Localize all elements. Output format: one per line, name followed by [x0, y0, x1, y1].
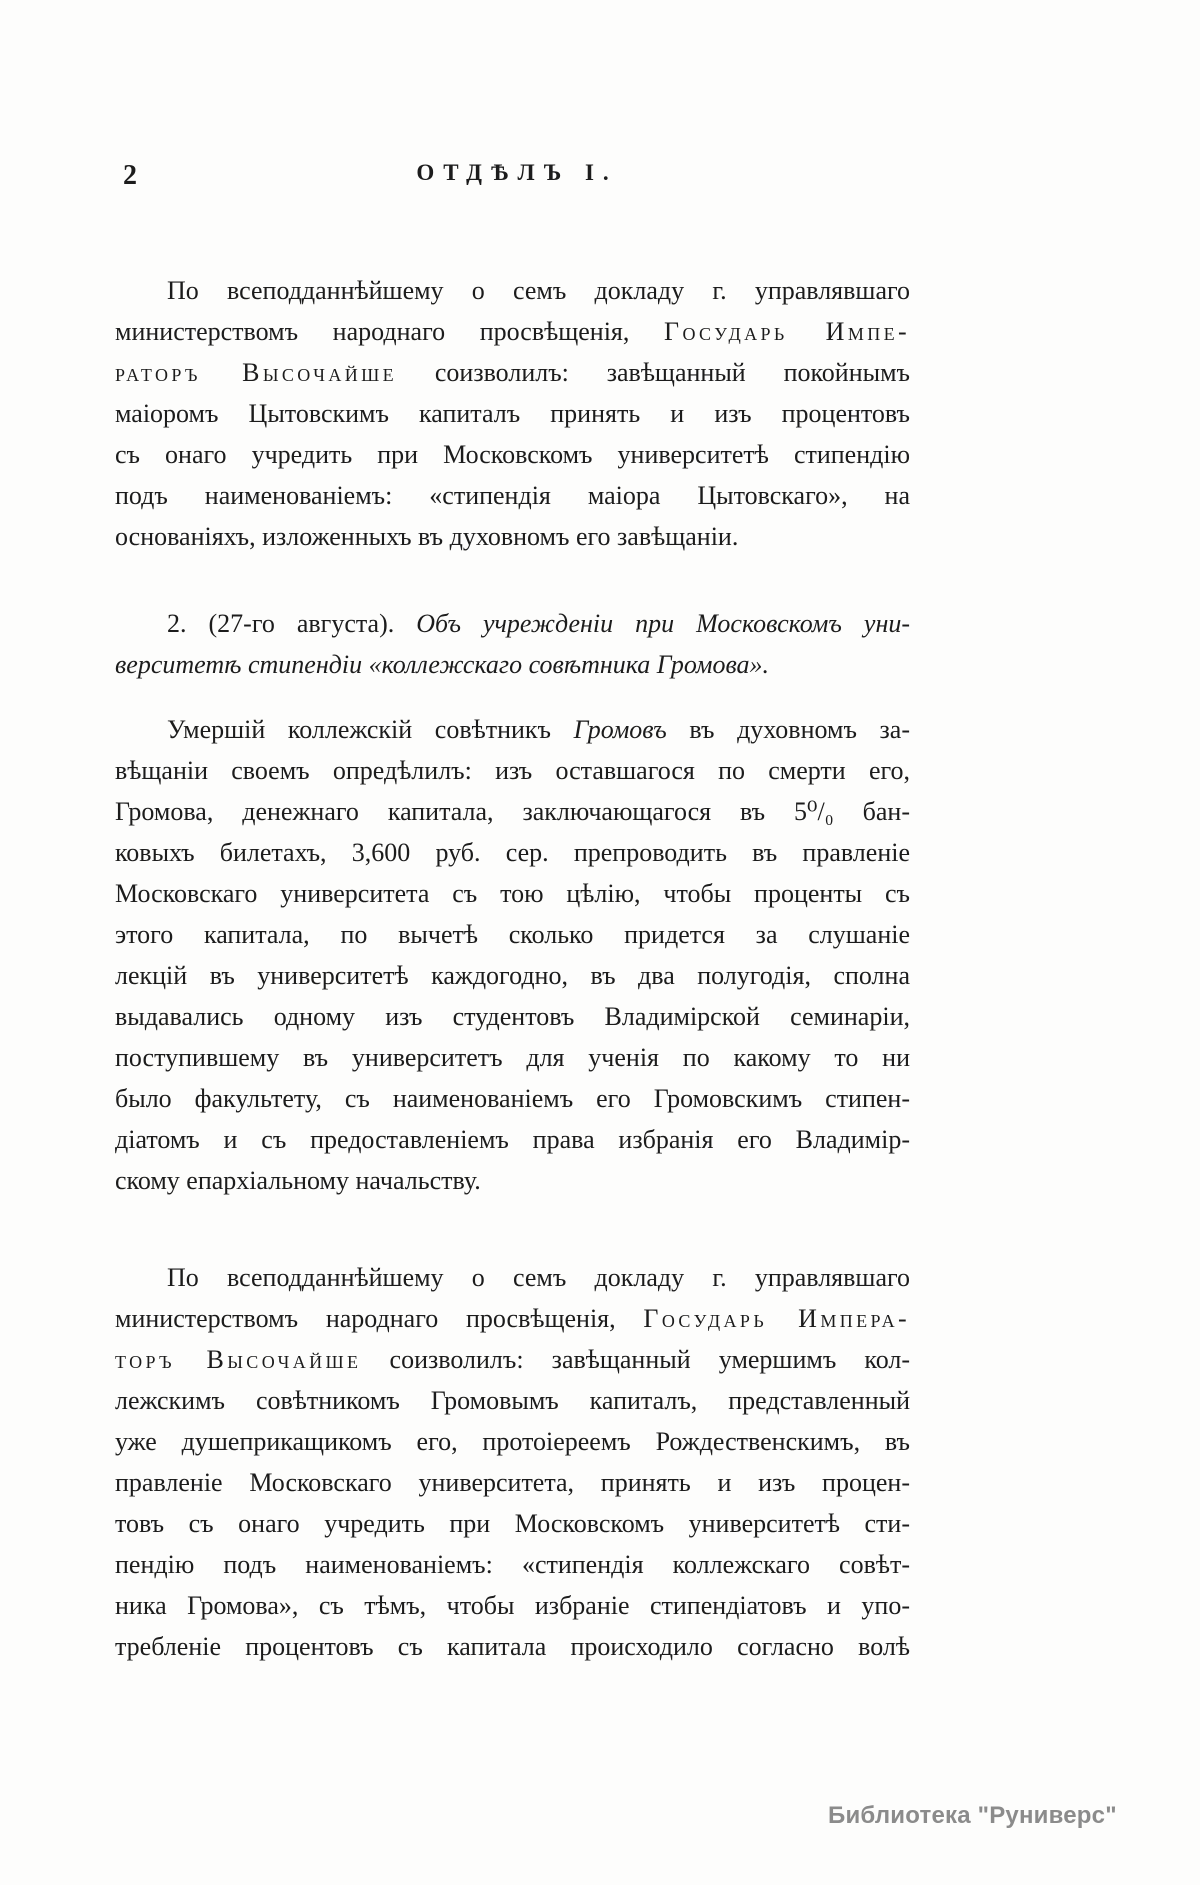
- paragraph-item-2-heading: [115, 603, 910, 685]
- text-line: [115, 996, 910, 1037]
- page-header-row: [115, 160, 910, 196]
- text-line: [115, 750, 910, 791]
- text-line: [115, 1257, 910, 1298]
- text-line: [115, 475, 910, 516]
- text-segment: въ духовномъ за-: [666, 715, 910, 744]
- page-number: 2: [123, 160, 138, 191]
- text-segment: съ онаго учредить при Московскомъ университетѣ стипендію: [115, 440, 910, 469]
- text-segment: маіоромъ Цытовскимъ капиталъ принять и изъ процентовъ: [115, 399, 910, 428]
- text-line: [115, 955, 910, 996]
- text-segment: торъ Высочайше: [115, 1345, 362, 1374]
- text-segment: правленіе Московскаго университета, принять и изъ процен-: [115, 1468, 910, 1497]
- text-segment: верситетѣ стипендіи «коллежскаго совѣтника Громова».: [115, 650, 770, 679]
- text-line: [115, 1626, 910, 1667]
- text-segment: 2. (27-го августа).: [167, 609, 417, 638]
- text-segment: министерствомъ народнаго просвѣщенія,: [115, 317, 665, 346]
- text-line: [115, 1037, 910, 1078]
- text-segment: Государь Импера-: [643, 1304, 910, 1333]
- section-header: ОТДѢЛЪ I.: [416, 160, 618, 185]
- text-segment: уже душеприкащикомъ его, протоіереемъ Рождественскимъ, въ: [115, 1427, 910, 1456]
- text-segment: подъ наименованіемъ: «стипендія маіора Цытовскаго», на: [115, 481, 910, 510]
- text-segment: Умершій коллежскій совѣтникъ: [167, 715, 574, 744]
- text-line: [115, 1119, 910, 1160]
- text-line: [115, 516, 910, 557]
- text-block: [115, 160, 910, 1667]
- text-line: [115, 873, 910, 914]
- text-line: [115, 1160, 910, 1201]
- text-line: [115, 1298, 910, 1339]
- text-line: [115, 1078, 910, 1119]
- text-segment: лежскимъ совѣтникомъ Громовымъ капиталъ, представленный: [115, 1386, 910, 1415]
- text-segment: Государь Импе-: [664, 317, 910, 346]
- library-watermark: Библиотека "Руниверс": [828, 1802, 1117, 1829]
- text-line: [115, 644, 910, 685]
- text-segment: Громовъ: [573, 715, 667, 744]
- text-line: [115, 1503, 910, 1544]
- text-segment: вѣщаніи своемъ опредѣлилъ: изъ оставшагося по смерти его,: [115, 756, 910, 785]
- text-segment: ковыхъ билетахъ, 3,600 руб. сер. препроводить въ правленіе: [115, 838, 910, 867]
- text-segment: По всеподданнѣйшему о семъ докладу г. управлявшаго: [167, 1263, 910, 1292]
- text-line: [115, 1380, 910, 1421]
- text-line: [115, 1339, 910, 1380]
- text-segment: соизволилъ: завѣщанный умершимъ кол-: [361, 1345, 910, 1374]
- text-segment: Громова, денежнаго капитала, заключающагося въ 5⁰/₀ бан-: [115, 797, 910, 826]
- text-line: [115, 709, 910, 750]
- text-segment: діатомъ и съ предоставленіемъ права избранія его Владимір-: [115, 1125, 910, 1154]
- text-segment: скому епархіальному начальству.: [115, 1166, 481, 1195]
- text-segment: По всеподданнѣйшему о семъ докладу г. управлявшаго: [167, 276, 910, 305]
- text-line: [115, 393, 910, 434]
- text-segment: товъ съ онаго учредить при Московскомъ университетѣ сти-: [115, 1509, 910, 1538]
- text-line: [115, 1421, 910, 1462]
- text-segment: этого капитала, по вычетѣ сколько придется за слушаніе: [115, 920, 910, 949]
- paragraph-gromov-will: [115, 709, 910, 1201]
- text-line: [115, 1462, 910, 1503]
- text-line: [115, 1544, 910, 1585]
- text-line: [115, 832, 910, 873]
- text-segment: требленіе процентовъ съ капитала происходило согласно волѣ: [115, 1632, 910, 1661]
- text-line: [115, 1585, 910, 1626]
- text-segment: пендію подъ наименованіемъ: «стипендія коллежскаго совѣт-: [115, 1550, 910, 1579]
- text-line: [115, 603, 910, 644]
- text-segment: лекцій въ университетѣ каждогодно, въ два полугодія, сполна: [115, 961, 910, 990]
- text-segment: было факультету, съ наименованіемъ его Громовскимъ стипен-: [115, 1084, 910, 1113]
- text-line: [115, 270, 910, 311]
- text-segment: поступившему въ университетъ для ученія по какому то ни: [115, 1043, 910, 1072]
- text-segment: выдавались одному изъ студентовъ Владимірской семинаріи,: [115, 1002, 910, 1031]
- text-segment: основаніяхъ, изложенныхъ въ духовномъ его завѣщаніи.: [115, 522, 739, 551]
- text-segment: соизволилъ: завѣщанный покойнымъ: [397, 358, 910, 387]
- paragraph-gromov-decision: [115, 1257, 910, 1667]
- text-segment: ника Громова», съ тѣмъ, чтобы избраніе стипендіатовъ и упо-: [115, 1591, 910, 1620]
- text-line: [115, 434, 910, 475]
- text-segment: раторъ Высочайше: [115, 358, 397, 387]
- text-line: [115, 352, 910, 393]
- text-line: [115, 914, 910, 955]
- text-line: [115, 311, 910, 352]
- paragraph-cytovsky-decision: [115, 270, 910, 557]
- text-segment: Московскаго университета съ тою цѣлію, чтобы проценты съ: [115, 879, 910, 908]
- text-line: [115, 791, 910, 832]
- text-segment: министерствомъ народнаго просвѣщенія,: [115, 1304, 644, 1333]
- text-segment: Объ учрежденіи при Московскомъ уни-: [416, 609, 910, 638]
